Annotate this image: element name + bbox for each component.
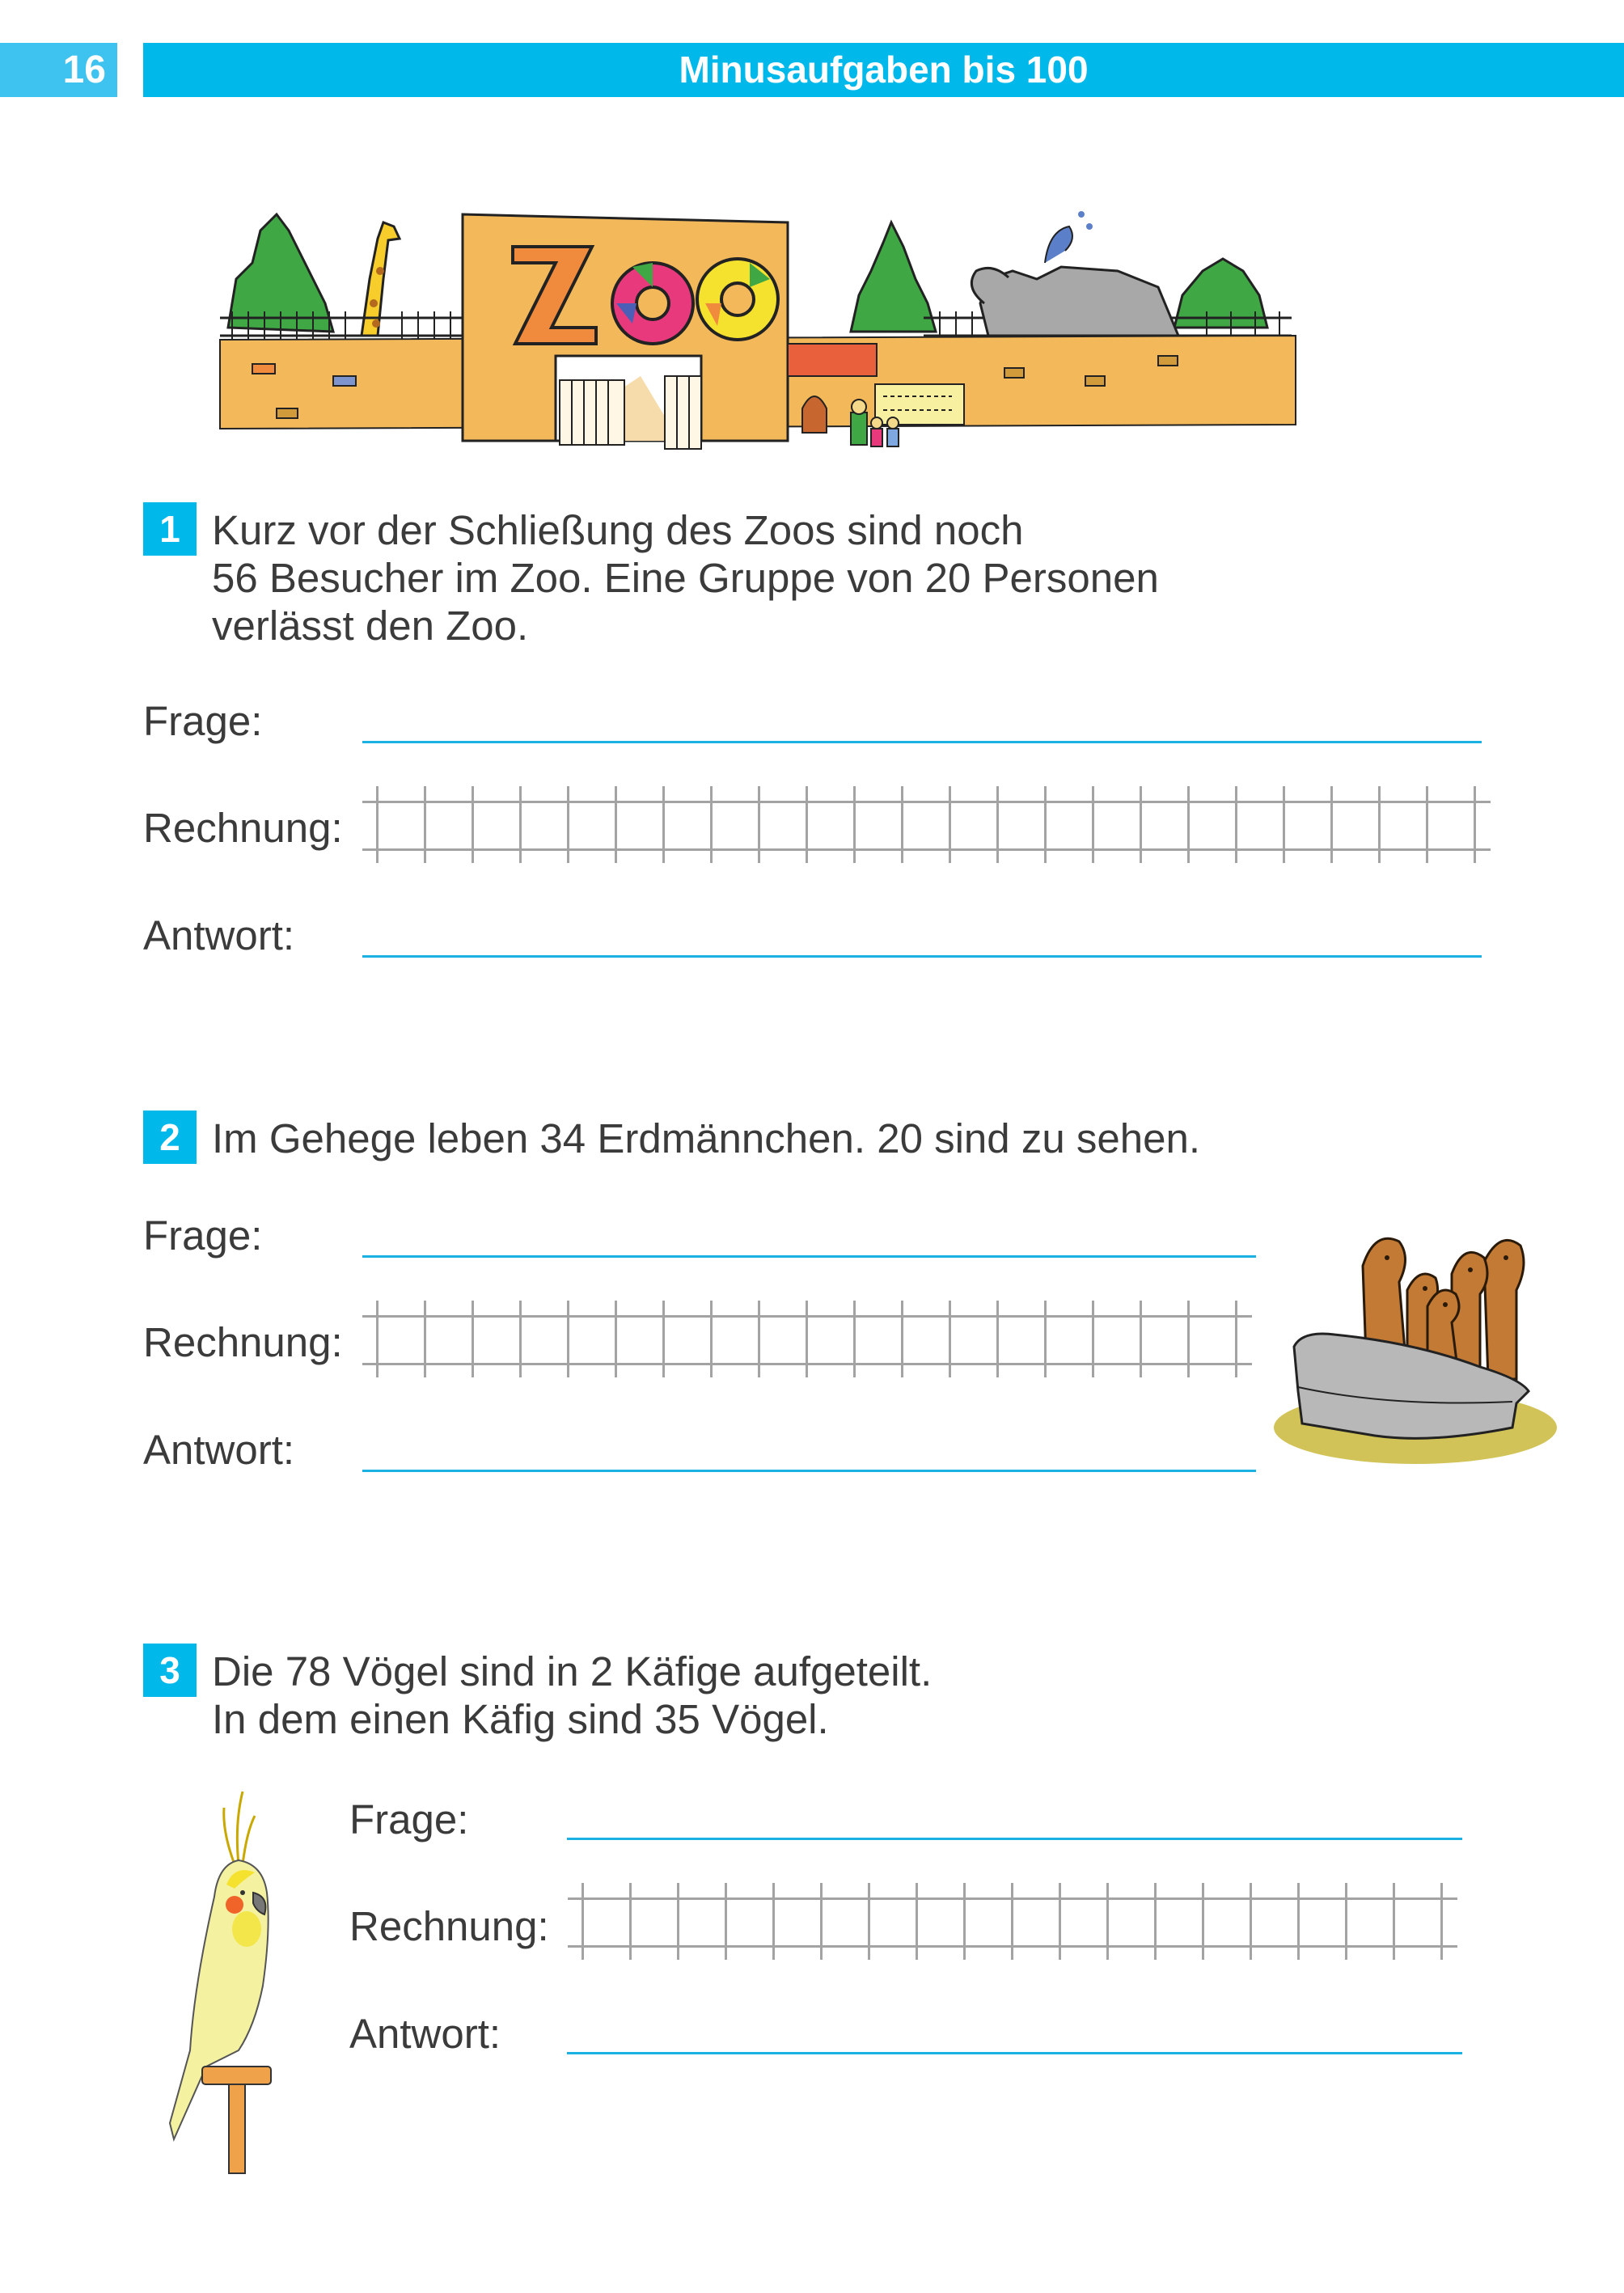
rechnung-grid[interactable]: [362, 1301, 1252, 1377]
grid-vertical-line: [1059, 1883, 1061, 1960]
grid-vertical-line: [1393, 1883, 1395, 1960]
grid-vertical-line: [662, 786, 665, 863]
grid-vertical-line: [1426, 786, 1428, 863]
task-text-line: Im Gehege leben 34 Erdmännchen. 20 sind zu sehen.: [212, 1115, 1200, 1161]
frage-label: Frage:: [143, 1212, 263, 1259]
rechnung-grid[interactable]: [362, 786, 1491, 863]
grid-vertical-line: [772, 1883, 775, 1960]
grid-vertical-line: [853, 786, 856, 863]
grid-vertical-line: [853, 1301, 856, 1377]
task-1-text: [212, 506, 1159, 649]
grid-vertical-line: [582, 1883, 584, 1960]
grid-vertical-line: [1440, 1883, 1443, 1960]
grid-vertical-line: [949, 786, 951, 863]
grid-vertical-line: [710, 1301, 713, 1377]
grid-vertical-line: [725, 1883, 727, 1960]
grid-vertical-line: [806, 786, 808, 863]
grid-vertical-line: [1106, 1883, 1109, 1960]
frage-answer-line[interactable]: [567, 1838, 1462, 1840]
grid-vertical-line: [615, 786, 617, 863]
grid-vertical-line: [1378, 786, 1381, 863]
grid-vertical-line: [1044, 786, 1047, 863]
grid-vertical-line: [1092, 786, 1094, 863]
grid-vertical-line: [1235, 786, 1237, 863]
meerkats-illustration: [1270, 1217, 1561, 1468]
grid-vertical-line: [1011, 1883, 1013, 1960]
grid-vertical-line: [710, 786, 713, 863]
grid-vertical-line: [996, 786, 999, 863]
grid-vertical-line: [1345, 1883, 1347, 1960]
grid-vertical-line: [1044, 1301, 1047, 1377]
grid-vertical-line: [1202, 1883, 1204, 1960]
antwort-answer-line[interactable]: [362, 955, 1482, 958]
grid-vertical-line: [963, 1883, 966, 1960]
grid-vertical-line: [949, 1301, 951, 1377]
grid-vertical-line: [376, 786, 379, 863]
grid-vertical-line: [662, 1301, 665, 1377]
antwort-label: Antwort:: [349, 2011, 501, 2057]
grid-vertical-line: [1187, 1301, 1190, 1377]
grid-vertical-line: [1092, 1301, 1094, 1377]
task-number-badge: 3: [143, 1644, 197, 1697]
grid-vertical-line: [519, 1301, 522, 1377]
frage-answer-line[interactable]: [362, 741, 1482, 743]
grid-vertical-line: [1330, 786, 1333, 863]
grid-vertical-line: [758, 786, 760, 863]
rechnung-label: Rechnung:: [349, 1903, 549, 1949]
task-3-text: [212, 1648, 932, 1743]
grid-vertical-line: [424, 786, 426, 863]
grid-vertical-line: [1187, 786, 1190, 863]
task-text-line: Kurz vor der Schließung des Zoos sind noch: [212, 507, 1024, 553]
frage-answer-line[interactable]: [362, 1255, 1256, 1258]
rechnung-grid[interactable]: [568, 1883, 1457, 1960]
grid-vertical-line: [1154, 1883, 1157, 1960]
grid-vertical-line: [758, 1301, 760, 1377]
grid-vertical-line: [472, 786, 474, 863]
grid-vertical-line: [519, 786, 522, 863]
task-2-text: [212, 1115, 1200, 1162]
rechnung-label: Rechnung:: [143, 805, 343, 851]
grid-vertical-line: [820, 1883, 823, 1960]
grid-vertical-line: [424, 1301, 426, 1377]
rechnung-label: Rechnung:: [143, 1319, 343, 1365]
grid-vertical-line: [376, 1301, 379, 1377]
task-text-line: Die 78 Vögel sind in 2 Käfige aufgeteilt.: [212, 1648, 933, 1694]
task-text-line: verlässt den Zoo.: [212, 603, 529, 649]
grid-vertical-line: [1250, 1883, 1252, 1960]
task-text-line: 56 Besucher im Zoo. Eine Gruppe von 20 Personen: [212, 555, 1159, 601]
frage-label: Frage:: [349, 1796, 469, 1842]
grid-vertical-line: [567, 786, 569, 863]
grid-vertical-line: [1297, 1883, 1300, 1960]
grid-horizontal-line: [362, 848, 1491, 851]
frage-label: Frage:: [143, 698, 263, 744]
zoo-illustration: [212, 182, 1312, 457]
antwort-answer-line[interactable]: [567, 2052, 1462, 2054]
grid-vertical-line: [1235, 1301, 1237, 1377]
grid-vertical-line: [567, 1301, 569, 1377]
page-number: 16: [0, 43, 117, 97]
grid-vertical-line: [996, 1301, 999, 1377]
grid-vertical-line: [901, 786, 903, 863]
grid-vertical-line: [615, 1301, 617, 1377]
task-number-badge: 1: [143, 502, 197, 556]
grid-vertical-line: [629, 1883, 632, 1960]
grid-vertical-line: [472, 1301, 474, 1377]
grid-vertical-line: [868, 1883, 870, 1960]
grid-vertical-line: [806, 1301, 808, 1377]
grid-vertical-line: [1474, 786, 1476, 863]
grid-vertical-line: [901, 1301, 903, 1377]
task-text-line: In dem einen Käfig sind 35 Vögel.: [212, 1696, 829, 1742]
task-number-badge: 2: [143, 1111, 197, 1164]
cockatiel-illustration: [158, 1783, 295, 2180]
grid-vertical-line: [1283, 786, 1285, 863]
grid-vertical-line: [677, 1883, 679, 1960]
grid-vertical-line: [1140, 1301, 1142, 1377]
antwort-label: Antwort:: [143, 912, 295, 958]
grid-vertical-line: [1140, 786, 1142, 863]
page-title: Minusaufgaben bis 100: [143, 43, 1624, 97]
grid-horizontal-line: [362, 801, 1491, 803]
grid-vertical-line: [916, 1883, 918, 1960]
antwort-label: Antwort:: [143, 1427, 295, 1473]
antwort-answer-line[interactable]: [362, 1470, 1256, 1472]
